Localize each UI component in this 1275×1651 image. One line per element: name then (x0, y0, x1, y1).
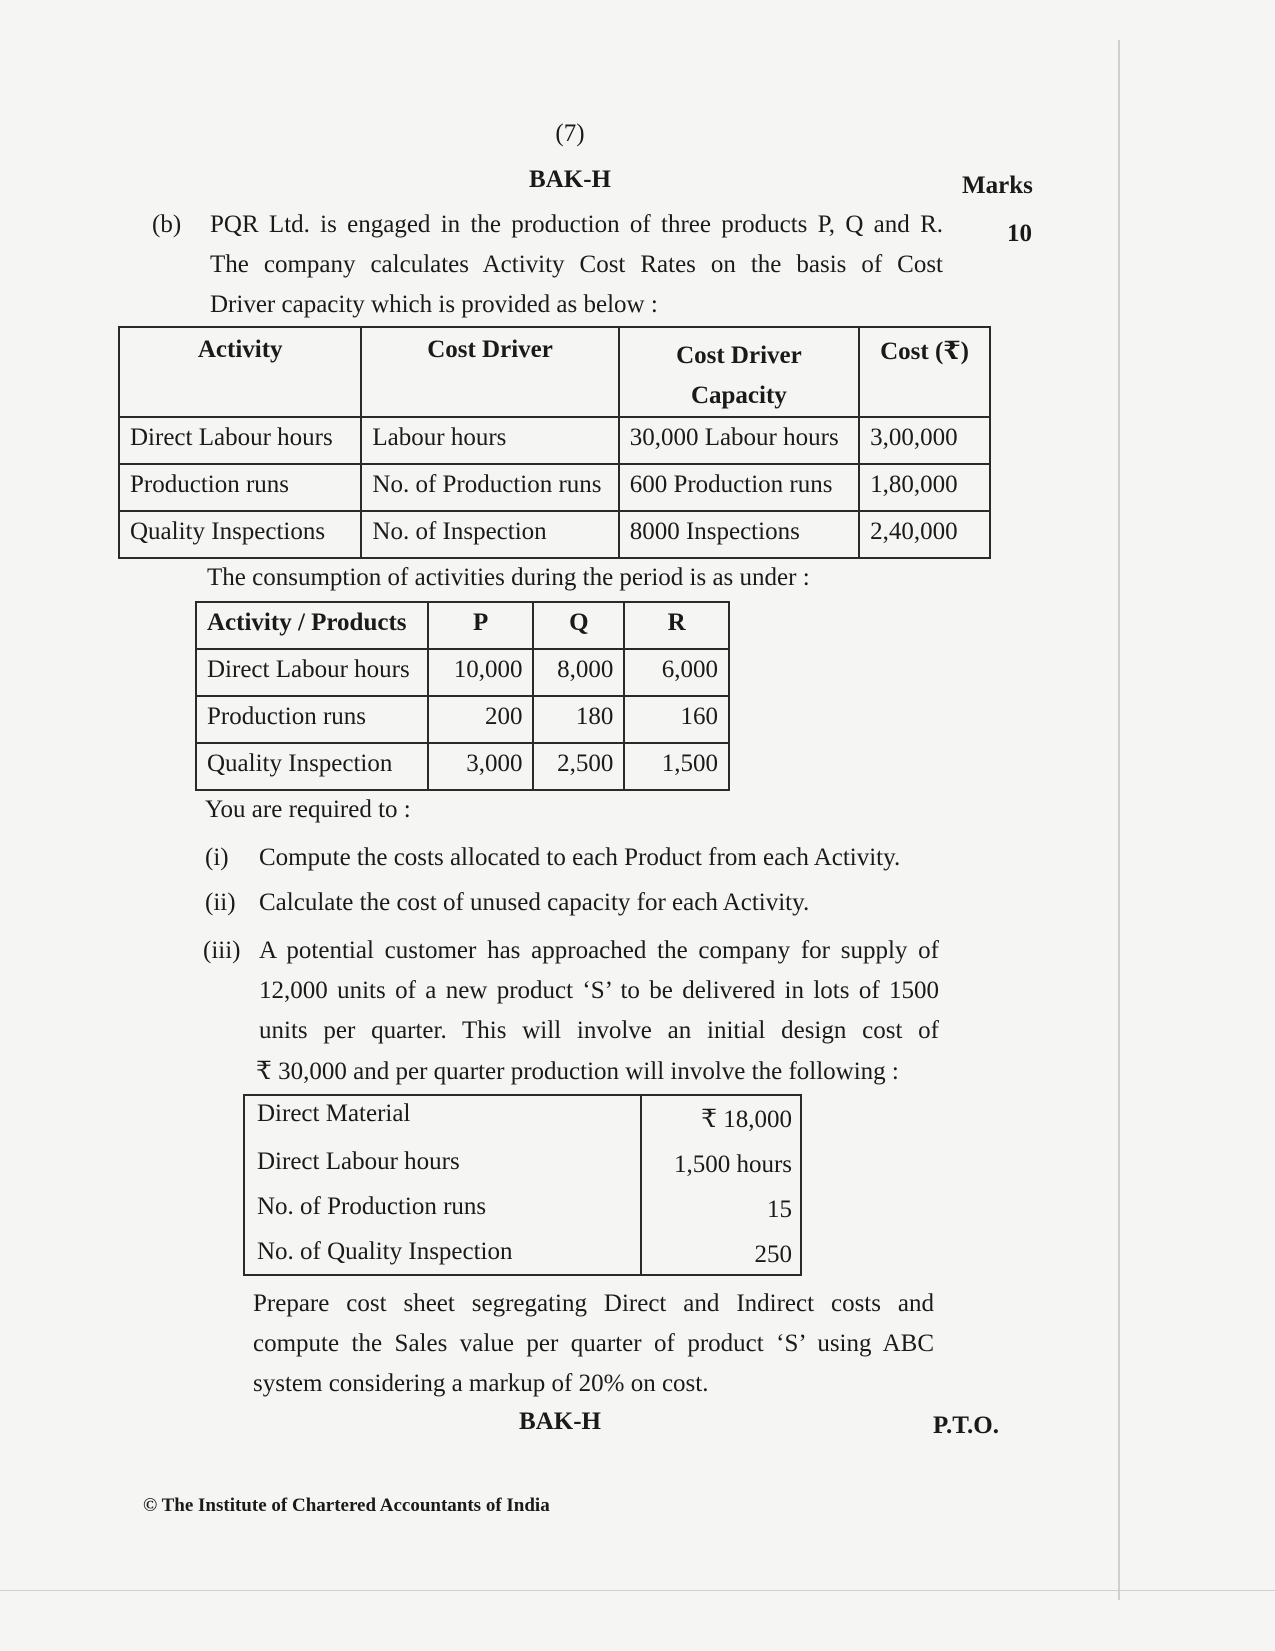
requirement-iii-line-4: ₹ 30,000 and per quarter production will involve the following : (256, 1058, 899, 1085)
table-row (119, 511, 990, 558)
copyright-notice: © The Institute of Chartered Accountants of India (143, 1495, 550, 1516)
cell: 1,500 (624, 743, 729, 790)
requirement-label-ii: (ii) (205, 889, 236, 916)
requirement-label-iii: (iii) (203, 937, 241, 964)
pto-label: P.T.O. (933, 1412, 999, 1439)
table-row (196, 743, 729, 790)
header-capacity-line-2: Capacity (690, 382, 787, 409)
cell: Quality Inspection (196, 743, 428, 790)
cell: 6,000 (624, 649, 729, 696)
cell: No. of Inspection (361, 511, 618, 558)
header-cost-driver: Cost Driver (361, 327, 618, 417)
table-row (119, 464, 990, 511)
cell: 30,000 Labour hours (619, 417, 859, 464)
cell: No. of Production runs (361, 464, 618, 511)
cell: 8000 Inspections (619, 511, 859, 558)
header-activity: Activity (119, 327, 361, 417)
requirement-label-i: (i) (205, 844, 229, 871)
marks-value: 10 (1007, 220, 1032, 247)
header-cost-driver-capacity (619, 327, 859, 417)
header-cost: Cost (₹) (859, 327, 990, 417)
cell: Direct Labour hours (119, 417, 361, 464)
header-product-r: R (624, 602, 729, 649)
header-product-q: Q (533, 602, 624, 649)
header-product-p: P (428, 602, 534, 649)
table-row (196, 649, 729, 696)
cell: 2,500 (533, 743, 624, 790)
header-capacity-line-1: Cost Driver (676, 342, 802, 369)
product-s-cost-table (243, 1094, 802, 1276)
cell: 3,00,000 (859, 417, 990, 464)
header-activity-products: Activity / Products (196, 602, 428, 649)
cell: 15 (767, 1196, 792, 1223)
requirement-iii-line-2: 12,000 units of a new product ‘S’ to be delivered in lots of 1500 (259, 977, 939, 1004)
cell: Production runs (196, 696, 428, 743)
cell: 3,000 (428, 743, 534, 790)
requirement-text-ii: Calculate the cost of unused capacity for each Activity. (259, 889, 810, 916)
paper-code-header: BAK-H (529, 166, 611, 193)
required-intro: You are required to : (205, 796, 411, 823)
question-label: (b) (152, 211, 182, 238)
table-divider (640, 1096, 642, 1274)
intro-line-2: The company calculates Activity Cost Rates on the basis of Cost (210, 251, 943, 278)
scan-edge (1118, 40, 1120, 1600)
scan-edge-bottom (0, 1590, 1275, 1591)
cell: 10,000 (428, 649, 534, 696)
intro-line-1: PQR Ltd. is engaged in the production of three products P, Q and R. (210, 211, 943, 238)
table-row (119, 417, 990, 464)
cell: No. of Production runs (257, 1193, 487, 1220)
closing-line-2: compute the Sales value per quarter of product ‘S’ using ABC (253, 1330, 934, 1357)
table-header-row (196, 602, 729, 649)
cell: No. of Quality Inspection (257, 1238, 513, 1265)
intro-line-3: Driver capacity which is provided as below : (210, 291, 658, 318)
cell: Quality Inspections (119, 511, 361, 558)
cell: 1,500 hours (673, 1151, 792, 1178)
marks-heading: Marks (962, 172, 1033, 199)
cell: Direct Labour hours (196, 649, 428, 696)
page-number: (7) (555, 120, 585, 147)
cell: 8,000 (533, 649, 624, 696)
requirement-iii-line-1: A potential customer has approached the company for supply of (259, 937, 939, 964)
cell: Production runs (119, 464, 361, 511)
cell: 1,80,000 (859, 464, 990, 511)
activity-consumption-table (195, 601, 730, 791)
closing-line-3: system considering a markup of 20% on cost. (253, 1370, 709, 1397)
cell: 2,40,000 (859, 511, 990, 558)
requirement-text-i: Compute the costs allocated to each Product from each Activity. (259, 844, 901, 871)
cell: 180 (533, 696, 624, 743)
paper-code-footer: BAK-H (519, 1408, 601, 1435)
cell: Direct Material (257, 1100, 411, 1127)
cell: 250 (754, 1241, 792, 1268)
cell: 160 (624, 696, 729, 743)
cell: Labour hours (361, 417, 618, 464)
closing-line-1: Prepare cost sheet segregating Direct and Indirect costs and (253, 1290, 934, 1317)
cost-driver-capacity-table (118, 326, 991, 559)
cell: 600 Production runs (619, 464, 859, 511)
cell: ₹ 18,000 (701, 1106, 792, 1133)
consumption-intro: The consumption of activities during the period is as under : (207, 564, 810, 591)
table-row (196, 696, 729, 743)
cell: Direct Labour hours (257, 1148, 460, 1175)
requirement-iii-line-3: units per quarter. This will involve an initial design cost of (259, 1017, 939, 1044)
table-header-row (119, 327, 990, 417)
cell: 200 (428, 696, 534, 743)
